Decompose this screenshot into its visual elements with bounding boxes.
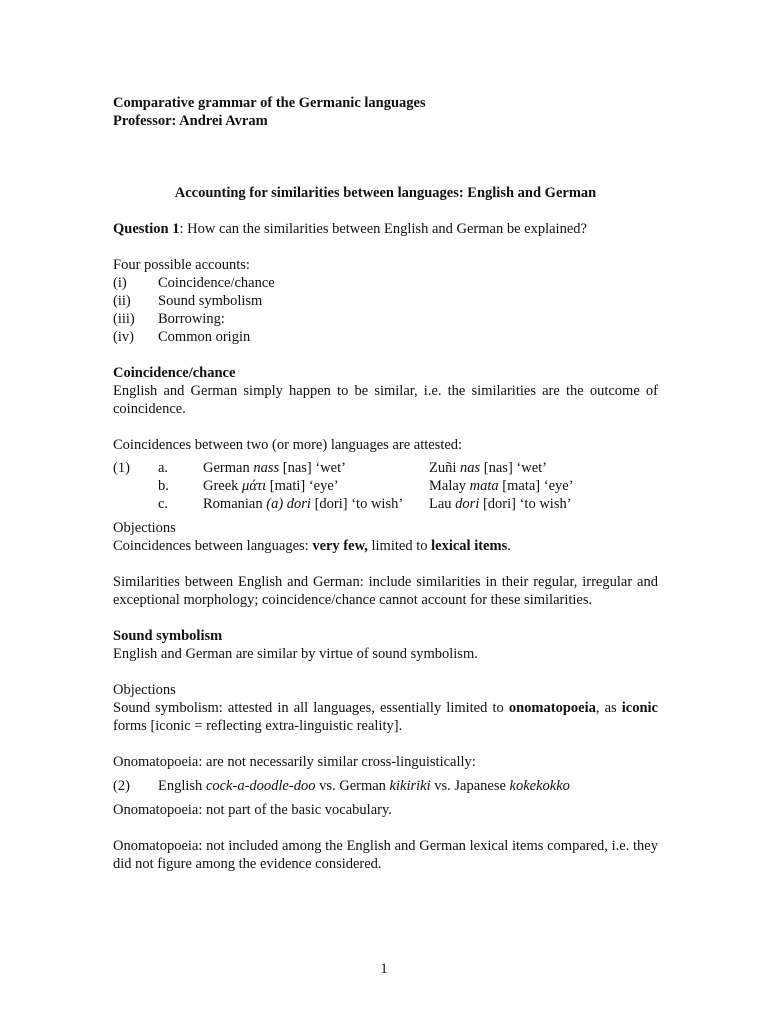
document-title: Accounting for similarities between languages: English and German bbox=[174, 185, 597, 201]
example-right: Malay mata [mata] ‘eye’ bbox=[429, 478, 574, 494]
page-body bbox=[113, 94, 658, 873]
question-1 bbox=[113, 220, 658, 238]
course-title: Comparative grammar of the Germanic languages bbox=[113, 95, 426, 111]
paragraph: Onomatopoeia: not included among the English and German lexical items compared, i.e. they did not figure among the evidence considered. bbox=[113, 838, 658, 872]
example-right: Zuñi nas [nas] ‘wet’ bbox=[429, 460, 548, 476]
paragraph: English and German simply happen to be similar, i.e. the similarities are the outcome of coincidence. bbox=[113, 383, 658, 417]
list-text: Sound symbolism bbox=[158, 293, 263, 309]
example-right: Lau dori [dori] ‘to wish’ bbox=[429, 496, 572, 512]
objection-text: Sound symbolism: attested in all languages, essentially limited to onomatopoeia, as iconic forms [iconic = reflecting extra-linguistic reality]. bbox=[113, 700, 658, 734]
example-text: English cock-a-doodle-doo vs. German kikiriki vs. Japanese kokekokko bbox=[158, 778, 570, 794]
question-text: : How can the similarities between English and German be explained? bbox=[179, 221, 587, 237]
list-number: (ii) bbox=[113, 293, 131, 309]
objections-label: Objections bbox=[113, 520, 176, 536]
example-number: (1) bbox=[113, 460, 130, 476]
list-number: (i) bbox=[113, 275, 127, 291]
example-row bbox=[113, 459, 658, 477]
example-letter: b. bbox=[158, 478, 169, 494]
list-number: (iv) bbox=[113, 329, 134, 345]
list-text: Borrowing: bbox=[158, 311, 225, 327]
question-label: Question 1 bbox=[113, 221, 180, 237]
list-text: Coincidence/chance bbox=[158, 275, 275, 291]
paragraph: Similarities between English and German: include similarities in their regular, irregular and exceptional morphology; coincidence/chance cannot account for these similarities. bbox=[113, 574, 658, 608]
list-item bbox=[113, 310, 658, 328]
list-item bbox=[113, 274, 658, 292]
example-row bbox=[113, 495, 658, 513]
example-number: (2) bbox=[113, 778, 130, 794]
objections-label: Objections bbox=[113, 682, 176, 698]
example-2 bbox=[113, 777, 658, 795]
accounts-list bbox=[113, 274, 658, 346]
section-heading-coincidence: Coincidence/chance bbox=[113, 365, 236, 381]
professor-name: Professor: Andrei Avram bbox=[113, 113, 268, 129]
paragraph: Onomatopoeia: are not necessarily similar cross-linguistically: bbox=[113, 754, 476, 770]
section-heading-sound-symbolism: Sound symbolism bbox=[113, 628, 223, 644]
example-left: German nass [nas] ‘wet’ bbox=[203, 460, 346, 476]
accounts-intro: Four possible accounts: bbox=[113, 257, 250, 273]
list-number: (iii) bbox=[113, 311, 135, 327]
paragraph: English and German are similar by virtue of sound symbolism. bbox=[113, 646, 478, 662]
example-1 bbox=[113, 459, 658, 513]
example-left: Greek μάτι [mati] ‘eye’ bbox=[203, 478, 339, 494]
page-number: 1 bbox=[380, 961, 388, 977]
example-letter: a. bbox=[158, 460, 169, 476]
paragraph: Coincidences between two (or more) languages are attested: bbox=[113, 437, 463, 453]
example-letter: c. bbox=[158, 496, 169, 512]
paragraph: Onomatopoeia: not part of the basic vocabulary. bbox=[113, 802, 392, 818]
list-item bbox=[113, 328, 658, 346]
example-row bbox=[113, 477, 658, 495]
list-text: Common origin bbox=[158, 329, 251, 345]
list-item bbox=[113, 292, 658, 310]
objection-text: Coincidences between languages: very few, limited to lexical items. bbox=[113, 538, 511, 554]
example-left: Romanian (a) dori [dori] ‘to wish’ bbox=[203, 496, 404, 512]
